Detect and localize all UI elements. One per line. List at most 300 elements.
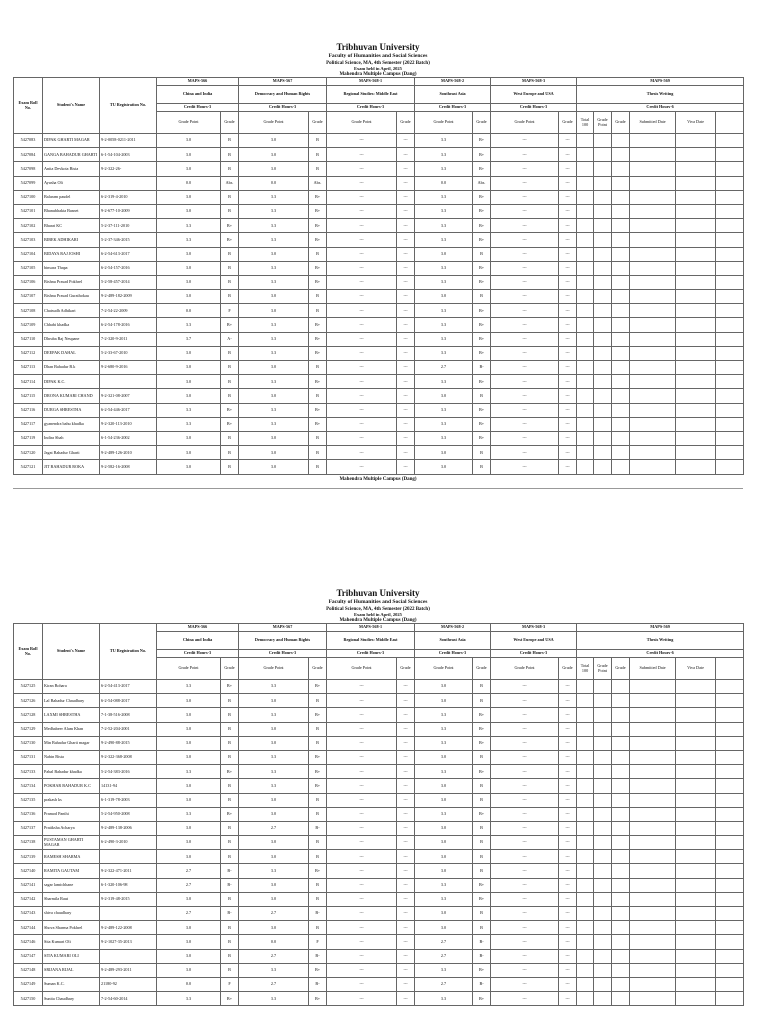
registration-number: 6-2-54-613-2017 (100, 247, 157, 261)
grade-cell: --- (397, 176, 415, 190)
grade-cell: B+ (473, 722, 491, 736)
roll-number: 5427105 (14, 261, 43, 275)
grade-cell: --- (559, 722, 577, 736)
grade-cell: 3.0 (239, 446, 309, 460)
empty-cell (716, 907, 744, 921)
grade-cell: --- (327, 148, 397, 162)
grade-cell: --- (559, 921, 577, 935)
empty-cell (676, 275, 716, 289)
empty-cell (577, 318, 594, 332)
grade-cell: Abs. (221, 176, 239, 190)
col-roll: Exam Roll No. (14, 78, 43, 134)
grade-cell: --- (559, 680, 577, 694)
grade-cell: --- (491, 361, 559, 375)
grade-cell: A- (221, 332, 239, 346)
grade-cell: B (309, 793, 327, 807)
empty-cell (630, 403, 676, 417)
grade-cell: 3.0 (239, 807, 309, 821)
empty-cell (612, 750, 630, 764)
grade-cell: --- (327, 162, 397, 176)
grade-cell: --- (397, 346, 415, 360)
student-name: binsara Thapa (43, 261, 100, 275)
empty-cell (630, 332, 676, 346)
grade-cell: --- (327, 375, 397, 389)
empty-cell (676, 361, 716, 375)
grade-cell: B+ (221, 219, 239, 233)
empty-cell (630, 375, 676, 389)
grade-header: Grade (612, 112, 630, 134)
empty-cell (612, 261, 630, 275)
empty-cell (612, 176, 630, 190)
grade-cell: --- (397, 750, 415, 764)
empty-cell (716, 921, 744, 935)
registration-number: 9-2-321-08-2007 (100, 389, 157, 403)
student-name: JIT BAHADUR ROKA (43, 460, 100, 474)
subject-title: Southeast Asia (415, 632, 491, 650)
campus-name: Mahendra Multiple Campus (Dang) (339, 72, 417, 77)
grade-cell: 3.0 (415, 864, 473, 878)
grade-cell: 3.0 (157, 793, 221, 807)
grade-cell: --- (327, 935, 397, 949)
grade-cell: --- (491, 304, 559, 318)
grade-cell: B+ (473, 992, 491, 1006)
empty-cell (612, 290, 630, 304)
grade-header: Grade (309, 658, 327, 680)
empty-cell (716, 446, 744, 460)
empty-cell (630, 878, 676, 892)
empty-cell (612, 850, 630, 864)
registration-number: 6-2-54-413-2017 (100, 680, 157, 694)
grade-cell: --- (397, 907, 415, 921)
empty-cell (676, 417, 716, 431)
grade-cell: 3.3 (415, 219, 473, 233)
grade-cell: B+ (473, 417, 491, 431)
grade-cell: --- (491, 275, 559, 289)
empty-cell (716, 977, 744, 991)
grade-cell: B+ (473, 963, 491, 977)
subject-code: MAPS-567 (239, 624, 327, 632)
empty-cell (630, 431, 676, 445)
empty-cell (577, 708, 594, 722)
grade-cell: 2.7 (239, 907, 309, 921)
grade-cell: 3.3 (415, 417, 473, 431)
empty-cell (716, 736, 744, 750)
grade-cell: 3.0 (239, 850, 309, 864)
roll-number: 5427113 (14, 361, 43, 375)
student-name: sagar lamichhane (43, 878, 100, 892)
grade-cell: 0.0 (157, 176, 221, 190)
grade-cell: 2.7 (239, 821, 309, 835)
table-row (14, 694, 744, 708)
grade-cell: 3.3 (415, 275, 473, 289)
grade-cell: 3.0 (239, 162, 309, 176)
subject-title: West Europe and USA (491, 632, 577, 650)
empty-cell (577, 403, 594, 417)
empty-cell (612, 417, 630, 431)
grade-cell: 3.0 (239, 431, 309, 445)
empty-cell (716, 190, 744, 204)
grade-cell: 3.0 (239, 892, 309, 906)
subject-code: MAPS-566 (157, 624, 239, 632)
grade-cell: --- (327, 977, 397, 991)
grade-cell: 3.3 (415, 162, 473, 176)
grade-cell: 3.0 (239, 361, 309, 375)
grade-cell: B (473, 779, 491, 793)
table-row (14, 361, 744, 375)
student-name: Chhabi khadka (43, 318, 100, 332)
empty-cell (716, 403, 744, 417)
grade-cell: --- (397, 977, 415, 991)
grade-cell: B+ (473, 375, 491, 389)
empty-cell (577, 892, 594, 906)
grade-cell: B+ (221, 992, 239, 1006)
empty-cell (612, 134, 630, 148)
empty-cell (577, 850, 594, 864)
roll-number: 5427083 (14, 134, 43, 148)
grade-cell: --- (397, 765, 415, 779)
grade-cell: 3.0 (415, 907, 473, 921)
grade-cell: --- (397, 290, 415, 304)
empty-cell (577, 992, 594, 1006)
grade-cell: --- (559, 949, 577, 963)
grade-cell: B+ (473, 233, 491, 247)
registration-number: 9-2-319-48-2015 (100, 892, 157, 906)
subject-title: Democracy and Human Rights (239, 86, 327, 104)
grade-cell: 2.7 (415, 361, 473, 375)
grade-cell: --- (327, 417, 397, 431)
registration-number: 9-2-322-26- (100, 162, 157, 176)
grade-cell: --- (491, 750, 559, 764)
grade-cell: B- (309, 949, 327, 963)
grade-cell: --- (327, 176, 397, 190)
grade-cell: --- (397, 708, 415, 722)
faculty-name: Faculty of Humanities and Social Sciences (328, 599, 428, 605)
subject-code-row (14, 624, 744, 632)
grade-cell: 3.3 (239, 963, 309, 977)
empty-cell (676, 403, 716, 417)
subject-code: MAPS-568-2 (415, 624, 491, 632)
grade-cell: --- (397, 375, 415, 389)
empty-cell (612, 346, 630, 360)
grade-cell: B+ (309, 765, 327, 779)
empty-cell (676, 318, 716, 332)
student-name: POKHAR BAHADUR K.C (43, 779, 100, 793)
grade-cell: 0.0 (239, 935, 309, 949)
grade-cell: B (309, 361, 327, 375)
grade-cell: 3.0 (157, 361, 221, 375)
grade-cell: B+ (309, 750, 327, 764)
grade-cell: B+ (473, 736, 491, 750)
registration-number: 9-2-489-182-2009 (100, 290, 157, 304)
empty-cell (676, 389, 716, 403)
subject-code: MAPS-566 (157, 78, 239, 86)
table-row (14, 389, 744, 403)
program-name: Political Science, MA, 4th Semester (2022 Batch) (326, 606, 430, 612)
grade-header: Grade (559, 658, 577, 680)
grade-cell: --- (491, 779, 559, 793)
university-name: Tribhuvan University (336, 588, 420, 598)
registration-number (100, 850, 157, 864)
empty-cell (594, 807, 612, 821)
empty-cell (612, 680, 630, 694)
grade-cell: B (309, 722, 327, 736)
grade-cell: B+ (309, 779, 327, 793)
empty-cell (630, 361, 676, 375)
table-row (14, 864, 744, 878)
roll-number: 5427119 (14, 431, 43, 445)
empty-cell (612, 807, 630, 821)
table-row (14, 446, 744, 460)
student-name: Nabin Bista (43, 750, 100, 764)
empty-cell (612, 892, 630, 906)
empty-cell (630, 793, 676, 807)
grade-cell: B- (221, 864, 239, 878)
empty-cell (716, 708, 744, 722)
credit-hours: Credit Hours-3 (239, 650, 327, 658)
empty-cell (676, 779, 716, 793)
grade-cell: B+ (473, 148, 491, 162)
grade-cell: B- (221, 907, 239, 921)
empty-cell (594, 921, 612, 935)
empty-cell (630, 963, 676, 977)
grade-cell: --- (491, 346, 559, 360)
grade-cell: --- (559, 332, 577, 346)
grade-cell: --- (491, 162, 559, 176)
table-row (14, 431, 744, 445)
empty-cell (676, 992, 716, 1006)
empty-cell (630, 807, 676, 821)
grade-cell: 3.0 (157, 134, 221, 148)
exam-date: Exam held in April, 2025 (354, 611, 402, 617)
grade-cell: --- (559, 807, 577, 821)
empty-cell (630, 318, 676, 332)
grade-cell: B+ (473, 304, 491, 318)
grade-cell: --- (327, 807, 397, 821)
empty-cell (676, 821, 716, 835)
footer-campus: Mahendra Multiple Campus (Dang) (339, 476, 417, 482)
grade-cell: 3.0 (157, 963, 221, 977)
grade-cell: --- (327, 736, 397, 750)
roll-number: 5427138 (14, 836, 43, 850)
grade-cell: 3.3 (239, 275, 309, 289)
credit-hours: Credit Hours-3 (157, 650, 239, 658)
grade-cell: 3.3 (239, 417, 309, 431)
student-name: SITA KUMARI OLI (43, 949, 100, 963)
empty-cell (676, 892, 716, 906)
registration-number: 6-2-490-3-2010 (100, 836, 157, 850)
grade-cell: --- (559, 892, 577, 906)
roll-number: 5427084 (14, 148, 43, 162)
roll-number: 5427125 (14, 680, 43, 694)
roll-number: 5427144 (14, 921, 43, 935)
empty-cell (716, 949, 744, 963)
empty-cell (630, 935, 676, 949)
student-name: Suman K.C. (43, 977, 100, 991)
empty-cell (594, 403, 612, 417)
grade-cell: --- (327, 821, 397, 835)
registration-number: 14131-94 (100, 779, 157, 793)
grade-cell: F (309, 935, 327, 949)
empty-cell (594, 765, 612, 779)
grade-cell: --- (327, 389, 397, 403)
grade-cell: --- (397, 233, 415, 247)
grade-cell: B (473, 864, 491, 878)
grade-cell: 3.0 (157, 949, 221, 963)
grade-cell: B (221, 892, 239, 906)
roll-number: 5427116 (14, 403, 43, 417)
empty-cell (630, 892, 676, 906)
grade-point-header: Grade Point (239, 112, 309, 134)
student-name: RAMITA GAUTAM (43, 864, 100, 878)
empty-cell (612, 836, 630, 850)
empty-cell (676, 878, 716, 892)
registration-number (100, 176, 157, 190)
registration-number: 6-2-54-446-2017 (100, 403, 157, 417)
empty-cell (676, 836, 716, 850)
roll-number: 5427142 (14, 892, 43, 906)
empty-cell (577, 446, 594, 460)
empty-cell (577, 190, 594, 204)
student-name: RAMESH SHARMA (43, 850, 100, 864)
empty-cell (577, 722, 594, 736)
grade-cell: B (473, 836, 491, 850)
grade-cell: B (309, 850, 327, 864)
empty-cell (676, 346, 716, 360)
result-section-2 (13, 589, 743, 1006)
grade-cell: 3.3 (157, 417, 221, 431)
grade-cell: --- (491, 680, 559, 694)
empty-cell (577, 361, 594, 375)
empty-cell (594, 680, 612, 694)
sheet-header (13, 43, 743, 77)
table-row (14, 722, 744, 736)
empty-cell (577, 275, 594, 289)
empty-cell (630, 694, 676, 708)
student-name: Bishnu Prasad Gurathokau (43, 290, 100, 304)
subject-title: China and India (157, 632, 239, 650)
total-header: Total 100 (577, 112, 594, 134)
empty-cell (612, 204, 630, 218)
grade-cell: --- (327, 750, 397, 764)
empty-cell (612, 247, 630, 261)
grade-cell: --- (327, 332, 397, 346)
grade-cell: --- (327, 892, 397, 906)
grade-cell: B+ (221, 403, 239, 417)
grade-cell: --- (559, 261, 577, 275)
grade-header: Grade (221, 658, 239, 680)
table-row (14, 963, 744, 977)
roll-number: 5427104 (14, 247, 43, 261)
grade-cell: --- (559, 304, 577, 318)
empty-cell (716, 821, 744, 835)
grade-cell: B- (309, 907, 327, 921)
empty-cell (594, 247, 612, 261)
empty-cell (630, 680, 676, 694)
student-name: DIPAK GHARTI MAGAR (43, 134, 100, 148)
empty-cell (716, 963, 744, 977)
grade-cell: 3.3 (415, 878, 473, 892)
grade-cell: B (309, 694, 327, 708)
empty-cell (630, 148, 676, 162)
grade-cell: 3.0 (415, 779, 473, 793)
empty-cell (612, 694, 630, 708)
grade-cell: --- (397, 921, 415, 935)
grade-cell: B- (473, 935, 491, 949)
grade-cell: 3.0 (157, 750, 221, 764)
empty-cell (612, 949, 630, 963)
total-header: Total 100 (577, 658, 594, 680)
grade-cell: 3.7 (157, 332, 221, 346)
grade-cell: 3.0 (157, 148, 221, 162)
grade-cell: B (473, 460, 491, 474)
grade-cell: B+ (221, 807, 239, 821)
empty-cell (612, 318, 630, 332)
empty-cell (716, 779, 744, 793)
student-name: Min Bahadur Gharti magar (43, 736, 100, 750)
empty-cell (577, 431, 594, 445)
subject-code-row (14, 78, 744, 86)
grade-cell: 3.0 (157, 892, 221, 906)
grade-cell: --- (327, 708, 397, 722)
empty-cell (612, 779, 630, 793)
table-row (14, 190, 744, 204)
student-name: GANGA BAHADUR GHARTI (43, 148, 100, 162)
credit-hours: Credit Hours-6 (577, 650, 744, 658)
grade-cell: 3.3 (239, 346, 309, 360)
roll-number: 5427143 (14, 907, 43, 921)
empty-cell (594, 318, 612, 332)
grade-cell: B (309, 892, 327, 906)
grade-cell: B+ (309, 204, 327, 218)
student-name: PUSTAMAN GHARTI MAGAR (43, 836, 100, 850)
empty-cell (612, 992, 630, 1006)
grade-cell: --- (559, 375, 577, 389)
grade-cell: --- (327, 694, 397, 708)
roll-number: 5427121 (14, 460, 43, 474)
registration-number: 5-2-37-111-2010 (100, 219, 157, 233)
empty-cell (594, 963, 612, 977)
empty-cell (676, 864, 716, 878)
empty-cell (594, 332, 612, 346)
grade-cell: --- (327, 275, 397, 289)
grade-point-header: Grade Point (327, 112, 397, 134)
grade-cell: 3.0 (157, 247, 221, 261)
empty-cell (676, 332, 716, 346)
grade-cell: 3.0 (157, 736, 221, 750)
grade-cell: --- (491, 821, 559, 835)
empty-cell (676, 261, 716, 275)
grade-cell: --- (491, 708, 559, 722)
empty-cell (676, 807, 716, 821)
roll-number: 5427126 (14, 694, 43, 708)
registration-number (100, 949, 157, 963)
roll-number: 5427098 (14, 162, 43, 176)
viva-date-header: Viva Date (676, 112, 716, 134)
empty-cell (630, 765, 676, 779)
grade-cell: 2.7 (415, 977, 473, 991)
grade-cell: B+ (473, 275, 491, 289)
grade-cell: 3.0 (415, 750, 473, 764)
table-row (14, 892, 744, 906)
results-table (13, 623, 744, 1006)
student-name: Ayusha Oli (43, 176, 100, 190)
grade-cell: --- (327, 190, 397, 204)
grade-cell: 3.3 (415, 148, 473, 162)
grade-point-header: Grade Point (594, 112, 612, 134)
grade-cell: --- (327, 431, 397, 445)
empty-cell (612, 304, 630, 318)
grade-cell: 2.7 (157, 907, 221, 921)
